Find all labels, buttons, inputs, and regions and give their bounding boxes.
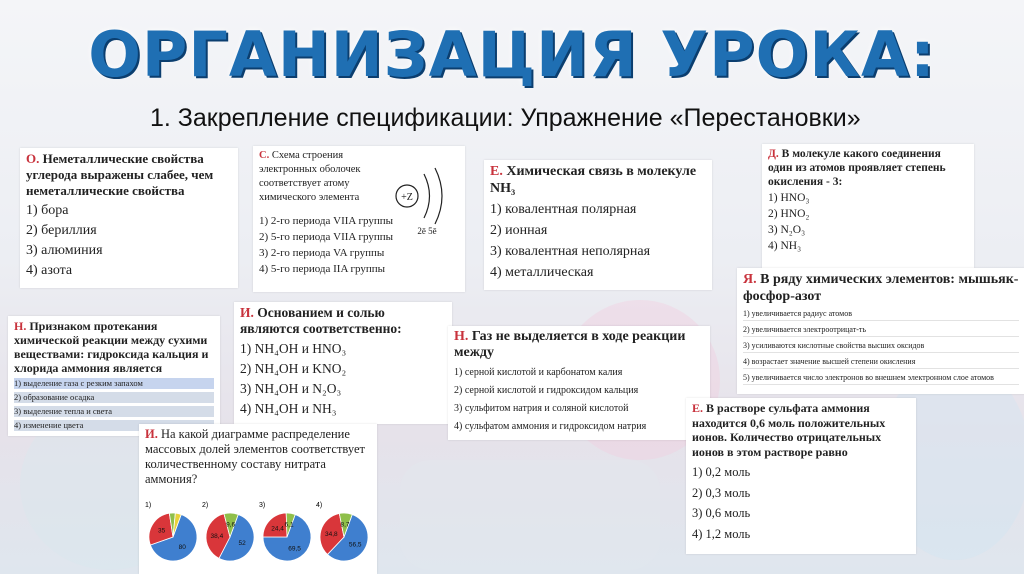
answer-option: 2) бериллия [26, 223, 97, 238]
answer-option: 1) серной кислотой и карбонатом калия [454, 367, 623, 378]
question-text [743, 271, 1019, 305]
question-card-d [762, 144, 974, 268]
answer-option: 1) 0,2 моль [692, 465, 751, 479]
card-letter: Д. [768, 148, 779, 160]
pie-number-label: 2) [202, 502, 209, 509]
question-label: На какой диаграмме распределение массовых долей элементов соответствует количественному составу нитрата аммония? [145, 427, 366, 486]
answer-option: 4) 5-го периода IIA группы [259, 263, 386, 275]
pie-data-label: 8,7 [340, 521, 350, 529]
question-text [26, 151, 232, 199]
answer-option: 3) N₂O₃ [768, 224, 806, 236]
question-text [454, 329, 704, 361]
question-label: Основанием и солью являются соответственно: [240, 305, 402, 336]
answer-option: 1) 2-го периода VIIA группы [259, 215, 394, 227]
question-text [14, 319, 214, 375]
answer-option: 1) ковалентная полярная [490, 202, 637, 217]
slide-title: ОРГАНИЗАЦИЯ УРОКА: [88, 18, 936, 91]
question-card-e1 [484, 160, 712, 290]
answer-option: 4) изменение цвета [14, 420, 214, 431]
card-letter: Н. [14, 319, 27, 333]
question-label: В молекуле какого соединения один из атомов проявляет степень окисления - 3: [768, 148, 946, 188]
pie-data-label: 6,1 [284, 521, 294, 529]
atom-shell-diagram [391, 166, 451, 236]
answer-option: 1) HNO₃ [768, 192, 810, 204]
question-text [692, 401, 910, 459]
electron-label: 2ē 5ē [417, 226, 437, 236]
answer-option: 4) NH₄OH и NH₃ [240, 401, 337, 416]
answer-option: 2) серной кислотой и гидроксидом кальция [454, 385, 639, 396]
question-label: Схема строения электронных оболочек соответствует атому химического элемента [259, 150, 361, 203]
answer-option: 3) алюминия [26, 243, 103, 258]
answer-option: 1) увеличивается радиус атомов [743, 307, 1019, 321]
pie-charts [143, 497, 373, 569]
question-card-n2 [448, 326, 710, 440]
answer-option: 2) NH₄OH и KNO₂ [240, 361, 347, 376]
card-letter: И. [240, 305, 254, 320]
question-text [490, 163, 706, 197]
card-letter: С. [259, 150, 270, 161]
answer-option: 4) азота [26, 263, 73, 278]
question-card-i2 [139, 424, 377, 574]
answer-option: 3) 2-го периода VA группы [259, 247, 385, 259]
answer-option: 3) 0,6 моль [692, 506, 751, 520]
question-text [145, 427, 371, 487]
answer-option: 2) образование осадка [14, 392, 214, 403]
answer-option: 4) NH₃ [768, 240, 802, 252]
card-letter: Е. [490, 164, 503, 179]
pie-data-label: 9,6 [226, 521, 236, 529]
slide-subtitle: 1. Закрепление спецификации: Упражнение «Перестановки» [150, 104, 861, 132]
pie-data-label: 34,8 [324, 530, 338, 538]
card-letter: О. [26, 151, 40, 166]
answer-option: 2) HNO₂ [768, 208, 810, 220]
pie-data-label: 80 [178, 543, 186, 551]
pie-data-label: 69,5 [288, 545, 301, 553]
pie-data-label: 38,4 [210, 533, 224, 541]
question-card-o [20, 148, 238, 288]
card-letter: Н. [454, 329, 469, 344]
question-label: В растворе сульфата аммония находится 0,6 моль положительных ионов. Количество отрицательных ионов в этом растворе равно [692, 401, 886, 459]
card-letter: Е. [692, 401, 704, 415]
pie-data-label: 35 [158, 527, 166, 535]
pie-data-label: 24,4 [271, 525, 284, 533]
question-text [240, 305, 446, 337]
answer-option: 4) возрастает значение высшей степени окисления [743, 355, 1019, 369]
question-label: Признаком протекания химической реакции между сухими веществами: гидроксида кальция и хлорида аммония является [14, 319, 209, 375]
answer-option: 3) выделение тепла и света [14, 406, 214, 417]
background-decoration [400, 460, 660, 570]
question-text [768, 147, 968, 189]
question-card-s [253, 146, 465, 292]
question-label: В ряду химических элементов: мышьяк-фосфор-азот [743, 272, 1019, 304]
answer-option: 2) увеличивается электроотрицат-ть [743, 323, 1019, 337]
question-card-ya [737, 268, 1024, 394]
answer-option: 3) NH₄OH и N₂O₃ [240, 381, 342, 396]
answer-option: 3) сульфитом натрия и соляной кислотой [454, 403, 629, 414]
question-text [259, 149, 399, 205]
answer-option: 4) 1,2 моль [692, 526, 751, 541]
card-letter: И. [145, 427, 158, 441]
pie-number-label: 4) [316, 502, 323, 509]
question-card-e2 [686, 398, 916, 554]
answer-option: 2) 0,3 моль [692, 485, 751, 500]
answer-option: 4) металлическая [490, 265, 594, 280]
question-label: Химическая связь в молекуле NH₃ [490, 164, 697, 196]
card-letter: Я. [743, 272, 757, 287]
question-label: Газ не выделяется в ходе реакции между [454, 329, 686, 360]
answer-option: 3) усиливаются кислотные свойства высших оксидов [743, 339, 1019, 353]
pie-data-label: 56,5 [348, 541, 362, 549]
answer-option: 1) NH₄OH и HNO₃ [240, 341, 347, 356]
answer-option: 4) сульфатом аммония и гидроксидом натрия [454, 421, 647, 432]
answer-option: 5) увеличивается число электронов во внешнем электронном слое атомов [743, 371, 1019, 385]
answer-option: 3) ковалентная неполярная [490, 244, 651, 259]
answer-option: 2) ионная [490, 223, 548, 238]
pie-number-label: 1) [145, 502, 152, 509]
question-card-n1 [8, 316, 220, 436]
answer-option: 1) выделение газа с резким запахом [14, 378, 214, 389]
nucleus-label: +Z [401, 192, 413, 203]
question-label: Неметаллические свойства углерода выражены слабее, чем неметаллические свойства [26, 151, 214, 198]
answer-option: 2) 5-го периода VIIA группы [259, 231, 394, 243]
question-card-i1 [234, 302, 452, 424]
pie-number-label: 3) [259, 502, 266, 509]
answer-option: 1) бора [26, 203, 69, 218]
pie-data-label: 52 [238, 539, 246, 547]
